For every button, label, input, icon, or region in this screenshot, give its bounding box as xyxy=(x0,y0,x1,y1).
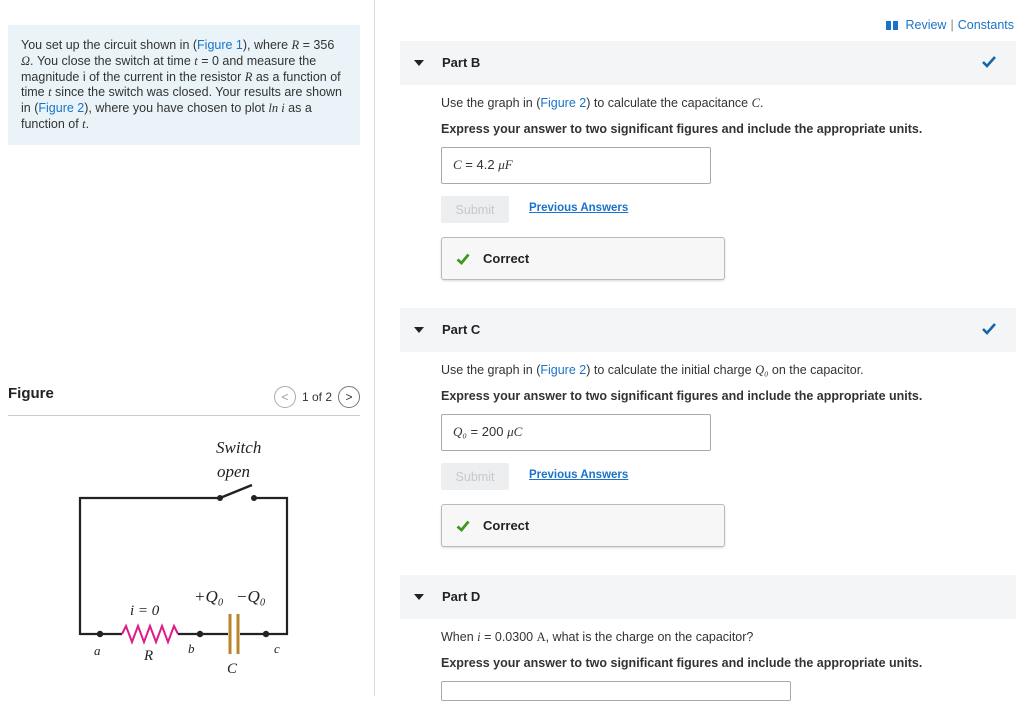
switch-label: Switch xyxy=(216,438,262,457)
part-b-result: Correct xyxy=(483,251,530,266)
figure-pager xyxy=(274,386,360,408)
top-links xyxy=(886,18,1014,32)
figure-title: Figure xyxy=(8,385,54,402)
collapse-caret-icon xyxy=(414,594,424,600)
part-d-title: Part D xyxy=(442,589,481,604)
part-c-answer-field[interactable]: Q₀ = 200 μC xyxy=(441,414,711,451)
correct-check-icon xyxy=(456,252,470,266)
figure-page-indicator: 1 of 2 xyxy=(301,390,332,404)
part-c-instructions: Express your answer to two significant figures and include the appropriate units. xyxy=(441,389,923,403)
correct-check-icon xyxy=(456,519,470,533)
part-c-header[interactable] xyxy=(400,308,1016,352)
current-label: i = 0 xyxy=(130,603,160,619)
resistor xyxy=(122,626,178,642)
part-c-submit-button[interactable]: Submit xyxy=(441,463,509,490)
part-b-instructions: Express your answer to two significant figures and include the appropriate units. xyxy=(441,122,923,136)
open-label: open xyxy=(217,462,251,481)
collapse-caret-icon xyxy=(414,327,424,333)
node-a-label: a xyxy=(94,643,101,658)
figure-1-link[interactable]: Figure 1 xyxy=(197,38,243,52)
checkmark-icon xyxy=(980,53,998,71)
link-separator: | xyxy=(950,18,954,32)
part-b-previous-answers-link[interactable]: Previous Answers xyxy=(529,202,629,214)
column-divider xyxy=(374,0,375,696)
checkmark-icon xyxy=(980,320,998,338)
part-c-title: Part C xyxy=(442,322,481,337)
part-d-question: When i = 0.0300 A, what is the charge on the capacitor? xyxy=(441,630,754,644)
circuit-diagram xyxy=(60,430,320,690)
part-d-answer-field[interactable] xyxy=(441,681,791,701)
collapse-caret-icon xyxy=(414,60,424,66)
part-c-result: Correct xyxy=(483,518,530,533)
part-c-question: Use the graph in (Figure 2) to calculate the initial charge Q₀ on the capacitor. xyxy=(441,363,864,377)
prev-figure-button[interactable]: < xyxy=(274,386,296,408)
next-figure-button[interactable]: > xyxy=(338,386,360,408)
part-b-question: Use the graph in (Figure 2) to calculate the capacitance C. xyxy=(441,96,764,110)
part-b-submit-button[interactable]: Submit xyxy=(441,196,509,223)
part-b-header[interactable] xyxy=(400,41,1016,85)
book-icon xyxy=(886,21,898,30)
resistor-label: R xyxy=(144,648,154,664)
node-b-label: b xyxy=(188,641,195,656)
part-b-feedback xyxy=(441,237,725,280)
part-c-feedback xyxy=(441,504,725,547)
capacitor-label: C xyxy=(227,661,238,677)
part-d-header[interactable] xyxy=(400,575,1016,619)
switch-blade xyxy=(220,485,252,498)
node-c-label: c xyxy=(274,641,280,656)
plus-q-label: +Q₀ xyxy=(194,587,224,606)
problem-intro: You set up the circuit shown in (Figure 1), where R = 356 Ω. You close the switch at time t = 0 and measure the magnitude i of the current in the resistor R as a function of time t since the switch was closed. Your results are shown in (Figure 2), where you have chosen to plot ln i as a function of t. xyxy=(8,25,360,145)
part-b-title: Part B xyxy=(442,55,481,70)
figure-header xyxy=(8,382,360,414)
review-link[interactable]: Review xyxy=(905,18,947,32)
part-c-figure-link[interactable]: Figure 2 xyxy=(540,363,587,377)
constants-link[interactable]: Constants xyxy=(957,18,1014,32)
figure-divider xyxy=(8,415,360,416)
minus-q-label: −Q₀ xyxy=(236,587,266,606)
part-c-previous-answers-link[interactable]: Previous Answers xyxy=(529,469,629,481)
part-d-instructions: Express your answer to two significant figures and include the appropriate units. xyxy=(441,656,923,670)
part-b-answer-field[interactable]: C = 4.2 μF xyxy=(441,147,711,184)
figure-2-link[interactable]: Figure 2 xyxy=(38,101,85,116)
part-b-figure-link[interactable]: Figure 2 xyxy=(540,96,587,110)
